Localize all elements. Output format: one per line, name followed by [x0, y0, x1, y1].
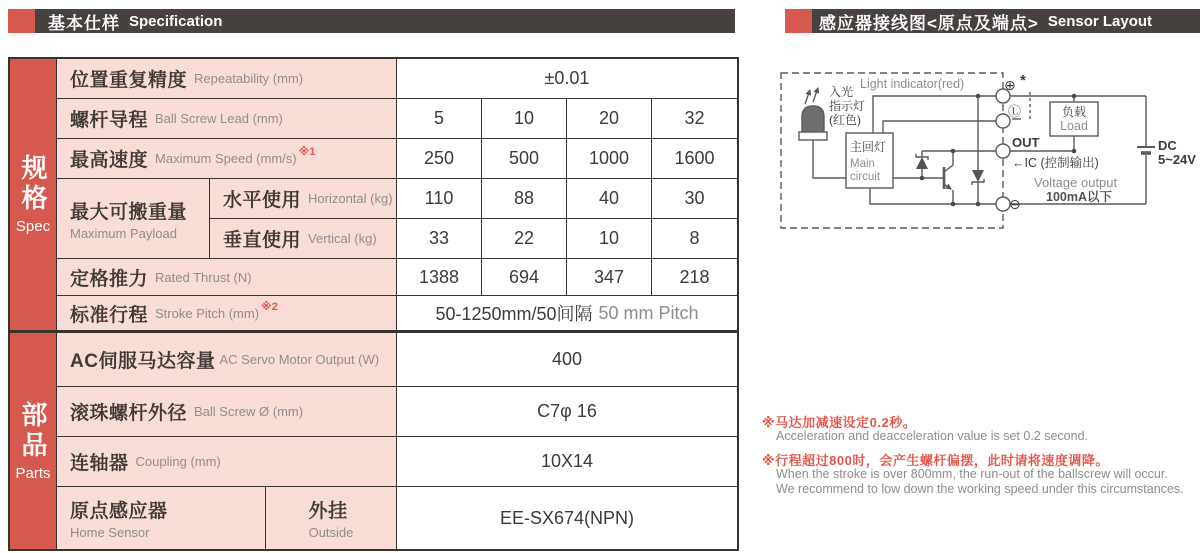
terminal-minus-label: ⊖ — [1009, 196, 1021, 212]
label-home-sensor-en: Home Sensor — [70, 525, 150, 540]
section-spec-en: Spec — [15, 218, 51, 235]
label-outside-zh: 外挂 — [308, 501, 348, 522]
label-lead-zh: 螺杆导程 — [70, 110, 149, 131]
label-screw — [57, 387, 397, 437]
value-vertical-1: 33 — [397, 219, 482, 259]
value-horizontal-2: 88 — [482, 179, 567, 219]
value-lead-4: 32 — [652, 99, 737, 139]
wire-l — [883, 121, 996, 133]
note-2-zh: ※行程超过800时，会产生螺杆偏摆，此时请将速度调降。 — [762, 453, 1109, 468]
junction-dot — [951, 202, 956, 207]
value-stroke — [397, 296, 737, 333]
label-home-sensor-zh: 原点感应器 — [70, 501, 168, 522]
label-stroke-en: Stroke Pitch (mm) — [155, 305, 260, 321]
label-speed-en: Maximum Speed (mm/s) — [155, 151, 297, 166]
label-stroke-zh: 标准行程 — [70, 304, 149, 326]
label-speed-zh: 最高速度 — [70, 150, 149, 171]
main-circuit-label-en2: circuit — [850, 171, 881, 183]
value-screw: C7φ 16 — [397, 387, 737, 437]
section-spec — [10, 59, 57, 333]
header-specification-en: Specification — [129, 12, 223, 30]
label-thrust — [57, 259, 397, 296]
main-circuit-label-en1: Main — [850, 158, 875, 170]
label-screw-en: Ball Screw Ø (mm) — [194, 404, 304, 419]
transistor-collector — [944, 151, 953, 172]
load-label-zh: 负载 — [1061, 105, 1087, 119]
label-repeatability — [57, 59, 397, 99]
label-payload-en: Maximum Payload — [70, 225, 177, 241]
footnote-mark-1: ※1 — [298, 146, 316, 158]
load-label-en: Load — [1060, 119, 1088, 133]
terminal-star-label: * — [1020, 72, 1026, 89]
note-2-en1: When the stroke is over 800mm, the run-out of the ballscrew will occur. — [776, 467, 1168, 481]
value-speed-1: 250 — [397, 139, 482, 179]
label-coupling — [57, 437, 397, 487]
value-speed-3: 1000 — [567, 139, 652, 179]
label-repeatability-en: Repeatability (mm) — [194, 71, 304, 86]
label-coupling-zh: 连轴器 — [70, 453, 129, 474]
wire-minus — [870, 188, 996, 204]
main-circuit-label-zh: 主回灯 — [850, 140, 887, 154]
label-horizontal-zh: 水平使用 — [223, 190, 302, 211]
section-parts-zh: 部品 — [18, 400, 48, 461]
value-motor: 400 — [397, 333, 737, 387]
label-motor-en: AC Servo Motor Output (W) — [219, 352, 380, 367]
led-label-zh2: 指示灯 — [829, 99, 866, 113]
led-label-zh3: (红色) — [829, 113, 861, 127]
value-thrust-3: 347 — [567, 259, 652, 296]
label-horizontal — [210, 179, 397, 219]
voltage-output-label: Voltage output — [1034, 175, 1118, 190]
label-outside — [266, 487, 397, 549]
value-coupling: 10X14 — [397, 437, 737, 487]
value-speed-2: 500 — [482, 139, 567, 179]
junction-dot — [1072, 149, 1077, 154]
label-payload — [57, 179, 210, 259]
value-stroke-en: 50 mm Pitch — [598, 302, 699, 323]
light-ray-icon — [813, 88, 818, 102]
label-stroke — [57, 296, 397, 333]
junction-dot — [951, 149, 956, 154]
header-accent-right — [785, 9, 812, 33]
label-speed — [57, 139, 397, 179]
value-home-sensor: EE-SX674(NPN) — [397, 487, 737, 549]
value-lead-1: 5 — [397, 99, 482, 139]
value-thrust-4: 218 — [652, 259, 737, 296]
section-spec-zh: 规格 — [18, 154, 48, 214]
terminal-l-label: Ⓛ — [1008, 104, 1022, 119]
label-vertical-zh: 垂直使用 — [223, 230, 302, 251]
header-sensor-layout — [812, 9, 1200, 33]
terminal-minus — [996, 197, 1010, 211]
sensor-wiring-diagram — [770, 55, 1200, 240]
label-motor-zh: AC伺服马达容量 — [70, 351, 216, 372]
dc-voltage-label: 5~24V — [1158, 152, 1196, 167]
label-repeatability-zh: 位置重复精度 — [70, 70, 188, 91]
note-1-en: Acceleration and deacceleration value is set 0.2 second. — [776, 429, 1088, 443]
value-vertical-2: 22 — [482, 219, 567, 259]
value-vertical-4: 8 — [652, 219, 737, 259]
led-base — [799, 132, 827, 140]
header-specification — [35, 9, 735, 33]
value-repeatability: ±0.01 — [397, 59, 737, 99]
junction-dot — [920, 176, 925, 181]
value-horizontal-1: 110 — [397, 179, 482, 219]
terminal-out — [996, 144, 1010, 158]
led-label-en: Light indicator(red) — [860, 77, 965, 91]
wire-led — [813, 140, 846, 178]
note-2-en2: We recommend to low down the working speed under this circumstances. — [776, 482, 1184, 496]
junction-dot — [976, 202, 981, 207]
value-thrust-1: 1388 — [397, 259, 482, 296]
terminal-plus-label: ⊕ — [1004, 77, 1016, 93]
header-specification-zh: 基本仕样 — [48, 13, 120, 33]
label-motor — [57, 333, 397, 387]
label-screw-zh: 滚珠螺杆外径 — [70, 403, 188, 424]
value-horizontal-4: 30 — [652, 179, 737, 219]
value-stroke-zh: 50-1250mm/50间隔 — [435, 304, 593, 324]
label-vertical — [210, 219, 397, 259]
label-home-sensor — [57, 487, 266, 549]
junction-dot — [1072, 94, 1077, 99]
label-thrust-zh: 定格推力 — [70, 268, 149, 290]
value-speed-4: 1600 — [652, 139, 737, 179]
footnote-mark-2: ※2 — [261, 300, 278, 313]
current-limit-label: 100mA以下 — [1046, 190, 1112, 204]
label-thrust-en: Rated Thrust (N) — [155, 269, 252, 285]
junction-dot — [976, 94, 981, 99]
header-sensor-layout-en: Sensor Layout — [1047, 12, 1153, 30]
value-thrust-2: 694 — [482, 259, 567, 296]
header-sensor-layout-zh: 感应器接线图<原点及端点> — [819, 13, 1039, 33]
terminal-out-label: OUT — [1012, 135, 1040, 150]
led-icon — [802, 106, 824, 132]
zener1-icon — [916, 157, 928, 169]
label-lead-en: Ball Screw Lead (mm) — [155, 111, 283, 126]
label-payload-zh: 最大可搬重量 — [70, 201, 188, 223]
value-lead-2: 10 — [482, 99, 567, 139]
label-coupling-en: Coupling (mm) — [135, 454, 221, 469]
label-lead — [57, 99, 397, 139]
zener2-icon — [972, 170, 984, 182]
value-lead-3: 20 — [567, 99, 652, 139]
led-label-zh1: 入光 — [829, 85, 854, 99]
section-parts-en: Parts — [15, 464, 51, 482]
header-accent-left — [8, 9, 35, 33]
label-outside-en: Outside — [308, 525, 354, 540]
light-ray-icon — [805, 90, 810, 104]
label-vertical-en: Vertical (kg) — [308, 231, 377, 246]
label-horizontal-en: Horizontal (kg) — [308, 191, 393, 206]
note-1-zh: ※马达加减速设定0.2秒。 — [762, 415, 917, 430]
value-vertical-3: 10 — [567, 219, 652, 259]
spec-table — [8, 57, 739, 551]
section-parts — [10, 333, 57, 549]
ic-output-label: ←IC (控制输出) — [1012, 156, 1099, 170]
value-horizontal-3: 40 — [567, 179, 652, 219]
dc-label: DC — [1158, 138, 1177, 153]
